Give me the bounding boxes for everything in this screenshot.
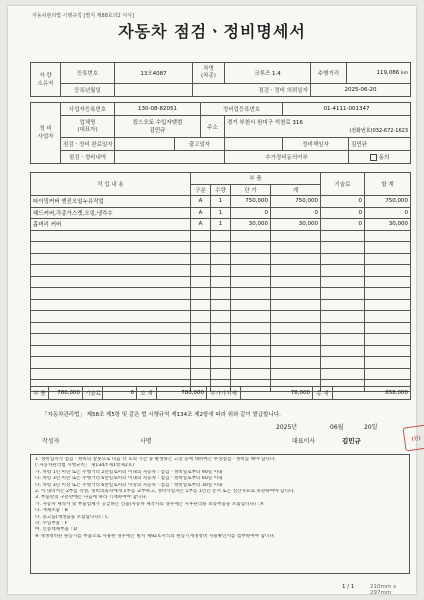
addr-label: 주소 — [201, 116, 225, 138]
work-kind-cell — [191, 334, 211, 346]
work-unit-cell — [231, 357, 271, 369]
work-sum-cell — [271, 311, 321, 323]
work-kind-cell — [191, 276, 211, 288]
work-qty-cell — [211, 334, 231, 346]
page-number: 1 / 1 — [342, 584, 355, 590]
work-labor-cell — [321, 299, 365, 311]
work-qty-cell — [211, 311, 231, 323]
work-row — [31, 334, 411, 346]
work-labor-cell — [321, 368, 365, 380]
history-label: 점검ㆍ정비내역 — [61, 151, 115, 164]
work-sum-cell — [271, 357, 321, 369]
paper-size: 210mm x 297mm — [370, 584, 397, 596]
labor-total-value: 0 — [103, 387, 137, 400]
parts-header: 부 품 — [191, 173, 321, 185]
work-task-cell — [31, 311, 191, 323]
work-unit-cell — [231, 345, 271, 357]
work-kind-cell — [191, 299, 211, 311]
work-task-cell — [31, 322, 191, 334]
qty-header: 수량 — [211, 184, 231, 196]
work-task-cell — [31, 368, 191, 380]
subtotal-label: 소 계 — [137, 387, 157, 400]
work-row — [31, 219, 411, 231]
work-kind-cell — [191, 322, 211, 334]
additional-consent-label: 추가정비동의여부 — [225, 151, 349, 164]
note-line: 나. 차령 3년 미만 또는 주행거리 6만킬로미터 이내의 자동차 : 점검ㆍ정비일로부터 60일 이내 — [35, 476, 223, 482]
work-sum-cell — [271, 334, 321, 346]
writer-signature: 사명 — [140, 438, 152, 445]
work-row — [31, 265, 411, 277]
work-sum-cell — [271, 242, 321, 254]
rep-title: 대표이사 — [292, 438, 316, 445]
work-task-cell — [31, 265, 191, 277]
work-kind-cell — [191, 242, 211, 254]
work-task-cell — [31, 253, 191, 265]
note-line: ※ 재생정비된 원동기를 부품으로 사용한 경우에는 별지 제92호서식의 원동기재생정비 사실확인서를 첨부하여야 합니다. — [35, 533, 276, 539]
work-row — [31, 368, 411, 380]
work-sum-cell: 0 — [271, 207, 321, 219]
work-row — [31, 276, 411, 288]
work-total-cell — [365, 276, 411, 288]
reg-no-value: 13오4087 — [115, 63, 193, 84]
work-labor-cell — [321, 357, 365, 369]
work-row — [31, 322, 411, 334]
note-line: (「자동차관리법 시행규칙」 제134조제1항제2호) — [35, 463, 135, 469]
work-total-cell — [365, 368, 411, 380]
work-total-cell — [365, 322, 411, 334]
work-kind-cell — [191, 253, 211, 265]
work-qty-cell — [211, 322, 231, 334]
work-task-cell: 타이밍커버 엔진오일누유작업 — [31, 196, 191, 208]
work-task-cell — [31, 299, 191, 311]
work-labor-cell — [321, 242, 365, 254]
work-row — [31, 253, 411, 265]
work-labor-cell: 0 — [321, 219, 365, 231]
work-kind-cell — [191, 357, 211, 369]
vat-label: 부가가치세 — [207, 387, 241, 400]
note-line: 다. 차령 3년 이상 또는 주행거리 6만킬로미터 이상의 자동차 : 점검ㆍ정비일로부터 30일 이내 — [35, 482, 223, 488]
issue-day: 20일 — [364, 424, 378, 431]
consent-agree-option[interactable] — [349, 151, 411, 164]
shop-reg-value: 01-4111-001347 — [283, 103, 411, 116]
work-unit-cell — [231, 288, 271, 300]
history-value — [115, 151, 225, 164]
reg-no-label: 등록번호 — [61, 63, 115, 84]
work-row — [31, 299, 411, 311]
work-sum-cell — [271, 253, 321, 265]
mileage-cell — [347, 63, 411, 84]
work-kind-cell: A — [191, 207, 211, 219]
mileage-unit: km — [401, 71, 408, 76]
work-total-cell — [365, 334, 411, 346]
grand-total-label: 총 계 — [313, 387, 333, 400]
work-unit-cell — [231, 242, 271, 254]
work-task-cell — [31, 242, 191, 254]
total-header: 합 계 — [365, 173, 411, 196]
model-value: 크루즈 1.4 — [225, 63, 311, 84]
addr-cell — [225, 116, 411, 138]
completion-label: 점검ㆍ정비 완료일자 — [61, 138, 115, 151]
seal-text: (인) — [410, 434, 422, 443]
work-labor-cell — [321, 253, 365, 265]
mileage-value: 119,086 — [376, 70, 400, 76]
work-total-cell: 30,000 — [365, 219, 411, 231]
work-unit-cell — [231, 299, 271, 311]
work-qty-cell: 1 — [211, 196, 231, 208]
work-kind-cell — [191, 288, 211, 300]
work-total-cell — [365, 345, 411, 357]
company-seal — [402, 424, 424, 451]
completion-value — [115, 138, 175, 151]
labor-header: 기술료 — [321, 173, 365, 196]
work-qty-cell — [211, 288, 231, 300]
agree-label: 동의 — [378, 155, 390, 161]
work-unit-cell — [231, 253, 271, 265]
mileage-label: 주행거리 — [311, 63, 347, 84]
work-items-table — [30, 172, 411, 392]
work-total-cell — [365, 288, 411, 300]
sum-header: 계 — [271, 184, 321, 196]
work-qty-cell — [211, 357, 231, 369]
first-reg-label: 등록년월일 — [61, 84, 115, 97]
work-sum-cell — [271, 276, 321, 288]
work-labor-cell: 0 — [321, 196, 365, 208]
work-qty-cell — [211, 368, 231, 380]
work-row — [31, 207, 411, 219]
shop-table — [30, 102, 411, 164]
note-line: 라. 수입부품 : F — [35, 521, 68, 527]
work-qty-cell — [211, 242, 231, 254]
statute-note: 「자동차관리법」 제58조 제5항 및 같은 법 시행규칙 제134조 제2항에 따라 위와 같이 발급합니다. — [42, 412, 281, 418]
work-labor-cell: 0 — [321, 207, 365, 219]
work-qty-cell — [211, 345, 231, 357]
model-label: 차명 (차종) — [193, 63, 225, 84]
work-sum-cell — [271, 322, 321, 334]
work-task-cell — [31, 357, 191, 369]
first-reg-value — [115, 84, 193, 97]
biz-no-value: 130-08-82051 — [115, 103, 201, 116]
work-row — [31, 230, 411, 242]
work-unit-cell — [231, 230, 271, 242]
grand-total-value: 858,000 — [333, 387, 411, 400]
note-line: 마. 인증대체부품 : D — [35, 527, 77, 533]
work-kind-cell — [191, 345, 211, 357]
work-total-cell — [365, 242, 411, 254]
work-row — [31, 357, 411, 369]
work-task-cell: 흡머리 커버 — [31, 219, 191, 231]
service-date-label: 점검ㆍ정비 의뢰일자 — [193, 84, 311, 97]
work-kind-cell: A — [191, 196, 211, 208]
out-date-label: 출고일자 — [175, 138, 225, 151]
work-row — [31, 311, 411, 323]
note-line: 3. 부품란의 구분란에는 다음에 따라 기재하여야 합니다. — [35, 495, 148, 501]
work-kind-cell — [191, 230, 211, 242]
work-total-cell — [365, 311, 411, 323]
work-total-cell — [365, 230, 411, 242]
work-sum-cell: 30,000 — [271, 219, 321, 231]
work-labor-cell — [321, 345, 365, 357]
work-unit-cell — [231, 334, 271, 346]
work-kind-cell — [191, 311, 211, 323]
parts-total-label: 부 품 — [31, 387, 49, 400]
manager-value: 김민규 — [349, 138, 411, 151]
manager-label: 정비책임자 — [283, 138, 349, 151]
vat-value: 78,000 — [241, 387, 313, 400]
unit-price-header: 단 가 — [231, 184, 271, 196]
work-kind-cell — [191, 368, 211, 380]
work-task-cell: 헤드커버,각종가스켓,오링,냉각수 — [31, 207, 191, 219]
work-unit-cell — [231, 276, 271, 288]
subtotal-value: 780,000 — [157, 387, 207, 400]
note-line: 1. 정비업자가 점검ㆍ정비의 잘못으로 다음 각 호의 기간 중 발생하는 고장 등에 대하여는 무상점검ㆍ정비를 해야 합니다. — [35, 457, 276, 462]
work-labor-cell — [321, 265, 365, 277]
service-date-value: 2025-06-20 — [311, 84, 411, 97]
work-labor-cell — [321, 311, 365, 323]
work-unit-cell — [231, 265, 271, 277]
work-qty-cell — [211, 230, 231, 242]
work-task-cell — [31, 276, 191, 288]
notes-box — [30, 454, 410, 574]
note-line: 2. 이 내역서는 2부를 작성, 정비의뢰자에게 1부를 교부하고, 정비사업자는 1부를 1년간 문서 또는 전산자료로 보관하여야 합니다. — [35, 489, 295, 495]
work-kind-cell: A — [191, 219, 211, 231]
parts-total-value: 780,000 — [49, 387, 83, 400]
shop-reg-label: 정비업등록번호 — [201, 103, 283, 116]
work-row — [31, 288, 411, 300]
task-header: 작 업 내 용 — [31, 173, 191, 196]
writer-label: 작성자 — [42, 438, 60, 445]
rep-signature: 김민규 — [342, 437, 361, 445]
agree-checkbox[interactable] — [370, 154, 377, 161]
phone-value: (전화번호)032-672-1623 — [349, 127, 409, 134]
work-labor-cell — [321, 334, 365, 346]
form-header-note: 자동차관리법 시행규칙 [별지 제88호의2 서식] — [32, 13, 134, 19]
shop-name-label: 업체명 (대표자) — [61, 116, 115, 138]
work-labor-cell — [321, 288, 365, 300]
work-unit-cell: 30,000 — [231, 219, 271, 231]
shop-section-label: 정 비 사업자 — [31, 103, 61, 164]
work-kind-cell — [191, 265, 211, 277]
work-qty-cell — [211, 276, 231, 288]
work-sum-cell — [271, 368, 321, 380]
note-line: 가. 자동차 제작사 및 부품업체가 공급하는 신품(자동차 제작사의 경우에는 사후관리용 보증부품을 포함합니다) : A — [35, 501, 264, 507]
work-row — [31, 242, 411, 254]
work-qty-cell — [211, 253, 231, 265]
work-qty-cell — [211, 265, 231, 277]
note-line: 다. 중고품(재생품을 포함합니다) : C — [35, 514, 109, 520]
shop-rep-value: 김민규 — [149, 127, 166, 134]
work-labor-cell — [321, 322, 365, 334]
document-title: 자동차 점검ㆍ정비명세서 — [118, 22, 306, 41]
work-total-cell: 0 — [365, 207, 411, 219]
note-line: 가. 차령 1년 미만 또는 주행거리 2만킬로미터 이내의 자동차 : 점검ㆍ정비일로부터 90일 이내 — [35, 469, 223, 475]
work-unit-cell: 0 — [231, 207, 271, 219]
totals-table — [30, 386, 411, 400]
work-sum-cell — [271, 299, 321, 311]
work-labor-cell — [321, 276, 365, 288]
work-qty-cell — [211, 299, 231, 311]
kind-header: 구분 — [191, 184, 211, 196]
work-labor-cell — [321, 230, 365, 242]
work-unit-cell — [231, 368, 271, 380]
issue-year: 2025년 — [276, 424, 298, 431]
work-row — [31, 345, 411, 357]
work-unit-cell: 750,000 — [231, 196, 271, 208]
work-rows — [31, 196, 411, 392]
vehicle-owner-table — [30, 62, 411, 97]
work-unit-cell — [231, 311, 271, 323]
work-sum-cell — [271, 288, 321, 300]
work-task-cell — [31, 230, 191, 242]
work-task-cell — [31, 334, 191, 346]
work-unit-cell — [231, 322, 271, 334]
work-sum-cell — [271, 345, 321, 357]
work-sum-cell — [271, 230, 321, 242]
labor-total-label: 기술료 — [83, 387, 103, 400]
note-line: 나. 재제조품 : B — [35, 508, 68, 514]
biz-no-label: 사업자등록번호 — [61, 103, 115, 116]
work-total-cell — [365, 299, 411, 311]
work-qty-cell: 1 — [211, 207, 231, 219]
work-total-cell — [365, 357, 411, 369]
shop-name-value: 킴스오토 수입자댓컴 — [132, 119, 183, 126]
work-total-cell — [365, 265, 411, 277]
work-row — [31, 196, 411, 208]
owner-section-label: 자 량 소유자 — [31, 63, 61, 97]
work-task-cell — [31, 288, 191, 300]
addr-value: 경기 부천시 원미구 석천로 316 — [227, 119, 303, 126]
work-total-cell — [365, 253, 411, 265]
work-task-cell — [31, 345, 191, 357]
work-qty-cell: 1 — [211, 219, 231, 231]
work-total-cell: 750,000 — [365, 196, 411, 208]
document-page — [8, 6, 422, 596]
work-sum-cell: 750,000 — [271, 196, 321, 208]
issue-month: 06월 — [330, 424, 344, 431]
work-sum-cell — [271, 265, 321, 277]
out-date-value — [225, 138, 283, 151]
shop-name-cell — [115, 116, 201, 138]
